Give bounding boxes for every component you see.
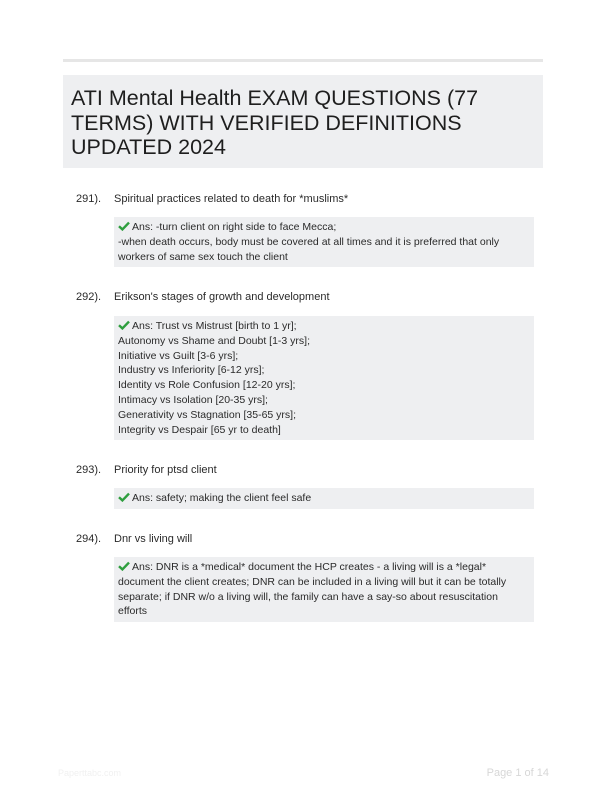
question-number: 293). (76, 464, 102, 476)
answer-line: Industry vs Inferiority [6-12 yrs]; (118, 364, 265, 377)
title-banner (63, 75, 543, 168)
answer-line: efforts (118, 605, 147, 618)
answer-line (118, 319, 530, 334)
question-number: 294). (76, 533, 102, 545)
answer-line (118, 220, 530, 235)
answer-box (114, 316, 534, 440)
answer-box (114, 217, 534, 267)
page-number: Page 1 of 14 (486, 767, 549, 779)
answer-text: Ans: Trust vs Mistrust [birth to 1 yr]; (132, 320, 297, 332)
answer-box (114, 557, 534, 622)
question-text: Erikson's stages of growth and development (114, 291, 330, 303)
check-icon (118, 561, 130, 571)
answer-line: workers of same sex touch the client (118, 250, 288, 263)
answer-line: Integrity vs Despair [65 yr to death] (118, 423, 281, 436)
answer-line: -when death occurs, body must be covered at all times and it is preferred that only (118, 235, 500, 248)
answer-text: Ans: safety; making the client feel safe (132, 492, 312, 504)
answer-line (118, 491, 530, 506)
question-text: Spiritual practices related to death for *muslims* (114, 193, 349, 205)
answer-box (114, 488, 534, 509)
answer-text: Ans: -turn client on right side to face Mecca; (132, 221, 337, 233)
top-divider (63, 59, 543, 62)
answer-line: Generativity vs Stagnation [35-65 yrs]; (118, 408, 297, 421)
page-title: ATI Mental Health EXAM QUESTIONS (77 TERMS) WITH VERIFIED DEFINITIONS UPDATED 2024 (71, 86, 479, 159)
answer-line (118, 560, 530, 575)
answer-line: Initiative vs Guilt [3-6 yrs]; (118, 349, 239, 362)
answer-line: Intimacy vs Isolation [20-35 yrs]; (118, 393, 268, 406)
answer-text: Ans: DNR is a *medical* document the HCP creates - a living will is a *legal* (132, 561, 487, 573)
question-text: Priority for ptsd client (114, 464, 217, 476)
question-number: 292). (76, 291, 102, 303)
answer-line: Identity vs Role Confusion [12-20 yrs]; (118, 379, 296, 392)
answer-line: separate; if DNR w/o a living will, the family can have a say-so about resuscitation (118, 590, 498, 603)
question-text: Dnr vs living will (114, 533, 193, 545)
check-icon (118, 320, 130, 330)
footer-watermark: Paperttabc.com (58, 768, 122, 778)
question-number: 291). (76, 193, 102, 205)
answer-line: document the client creates; DNR can be included in a living will but it can be totally (118, 575, 507, 588)
answer-line: Autonomy vs Shame and Doubt [1-3 yrs]; (118, 334, 311, 347)
check-icon (118, 492, 130, 502)
check-icon (118, 221, 130, 231)
